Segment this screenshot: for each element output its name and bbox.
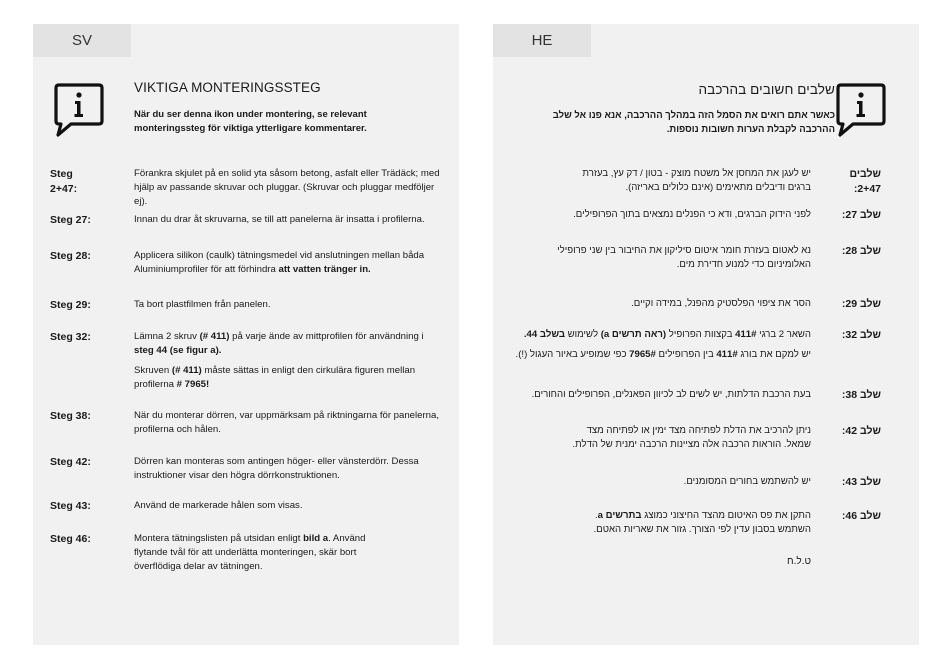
step-text: Innan du drar åt skruvarna, se till att panelerna är insatta i profilerna. (134, 214, 425, 225)
section-title: VIKTIGA MONTERINGSSTEG (134, 80, 321, 95)
language-tab: SV (33, 24, 131, 57)
step-text: בעת הרכבת הדלתות, יש לשים לב לכיוון הפאנלים, הפרופילים והחורים. (531, 389, 811, 400)
step-label: Steg 38: (50, 410, 91, 422)
step-label: Steg 2+47: (50, 168, 78, 195)
step-label: שלב 29: (841, 298, 881, 310)
step-label: שלב 38: (841, 389, 881, 401)
language-tab: HE (493, 24, 591, 57)
step-label: Steg 43: (50, 500, 91, 512)
step-text: När du monterar dörren, var uppmärksam på riktningarna för panelerna, profilerna och hålen. (134, 410, 440, 435)
step-label: שלב 46: (841, 510, 881, 522)
step-label: שלבים 2+47: (849, 168, 881, 195)
page-hebrew (493, 24, 919, 645)
step-label: Steg 27: (50, 214, 91, 226)
page-swedish (33, 24, 459, 645)
step-text: ניתן להרכיב את הדלת לפתיחה מצד ימין או לפתיחה מצד שמאל. הוראות הרכבה אלה מציינות הרכבה ימנית של הדלת. (572, 425, 811, 450)
step-text: השאר 2 ברגי 411# בקצוות הפרופיל (ראה תרשים a) לשימוש בשלב 44. יש למקם את בורג 411# בין הפרופילים 7965# כפי שמופיע באיור העגול (!). (515, 329, 811, 360)
step-text: הסר את ציפוי הפלסטיק מהפנל, במידה וקיים. (631, 298, 811, 309)
info-icon (835, 82, 887, 138)
step-text: Förankra skjulet på en solid yta såsom betong, asfalt eller Trädäck; med hjälp av passande skruvar och pluggar. (Skruvar och pluggar medföljer ej). (134, 168, 440, 207)
step-label: שלב 28: (841, 245, 881, 257)
step-text: Lämna 2 skruv (# 411) på varje ände av mittprofilen för användning i steg 44 (se figur a). Skruven (# 411) måste sättas in enligt den cirkulära figuren mellan profilerna # 7965! (134, 331, 424, 390)
step-label: שלב 43: (841, 476, 881, 488)
step-label: Steg 42: (50, 456, 91, 468)
step-label: Steg 29: (50, 299, 91, 311)
step-label: Steg 46: (50, 533, 91, 545)
step-label: שלב 42: (841, 425, 881, 437)
section-title: שלבים חשובים בהרכבה (698, 82, 835, 97)
step-text: יש להשתמש בחורים המסומנים. (683, 476, 811, 487)
step-label: שלב 27: (841, 209, 881, 221)
intro-text: När du ser denna ikon under montering, se relevant monteringssteg för viktiga ytterligare kommentarer. (134, 109, 367, 134)
signoff-text: ט.ל.ח (787, 556, 811, 567)
step-label: Steg 32: (50, 331, 91, 343)
step-text: Ta bort plastfilmen från panelen. (134, 299, 271, 310)
step-text: Applicera silikon (caulk) tätningsmedel vid anslutningen mellan båda Aluminiumprofiler för att förhindra att vatten tränger in. (134, 250, 425, 275)
step-label: Steg 28: (50, 250, 91, 262)
step-text: Använd de markerade hålen som visas. (134, 500, 303, 511)
step-text: התקן את פס האיטום מהצד החיצוני כמוצג בתרשים a. השתמש בסבון עדין לפי הצורך. גזור את שאריות האטם. (593, 510, 811, 535)
intro-text: כאשר אתם רואים את הסמל הזה במהלך ההרכבה, אנא פנו אל שלב ההרכבה לקבלת הערות חשובות נוספות. (552, 110, 835, 135)
step-text: Dörren kan monteras som antingen höger- eller vänsterdörr. Dessa instruktioner visar den högra dörrkonstruktionen. (134, 456, 419, 481)
step-text: נא לאטום בעזרת חומר איטום סיליקון את החיבור בין שני פרופילי האלומיניום כדי למנוע חדירת מים. (557, 245, 811, 270)
info-icon (53, 82, 105, 138)
step-text: Montera tätningslisten på utsidan enligt bild a. Använd flytande tvål för att underlätta monteringen, skär bort överflödiga delar av tätningen. (134, 533, 366, 572)
step-label: שלב 32: (841, 329, 881, 341)
step-text: יש לעגן את המחסן אל משטח מוצק - בטון / דק עץ, בעזרת ברגים ודיבלים מתאימים (אינם כלולים באריזה). (582, 168, 811, 193)
step-text: לפני הידוק הברגים, ודא כי הפנלים נמצאים בתוך הפרופילים. (573, 209, 811, 220)
